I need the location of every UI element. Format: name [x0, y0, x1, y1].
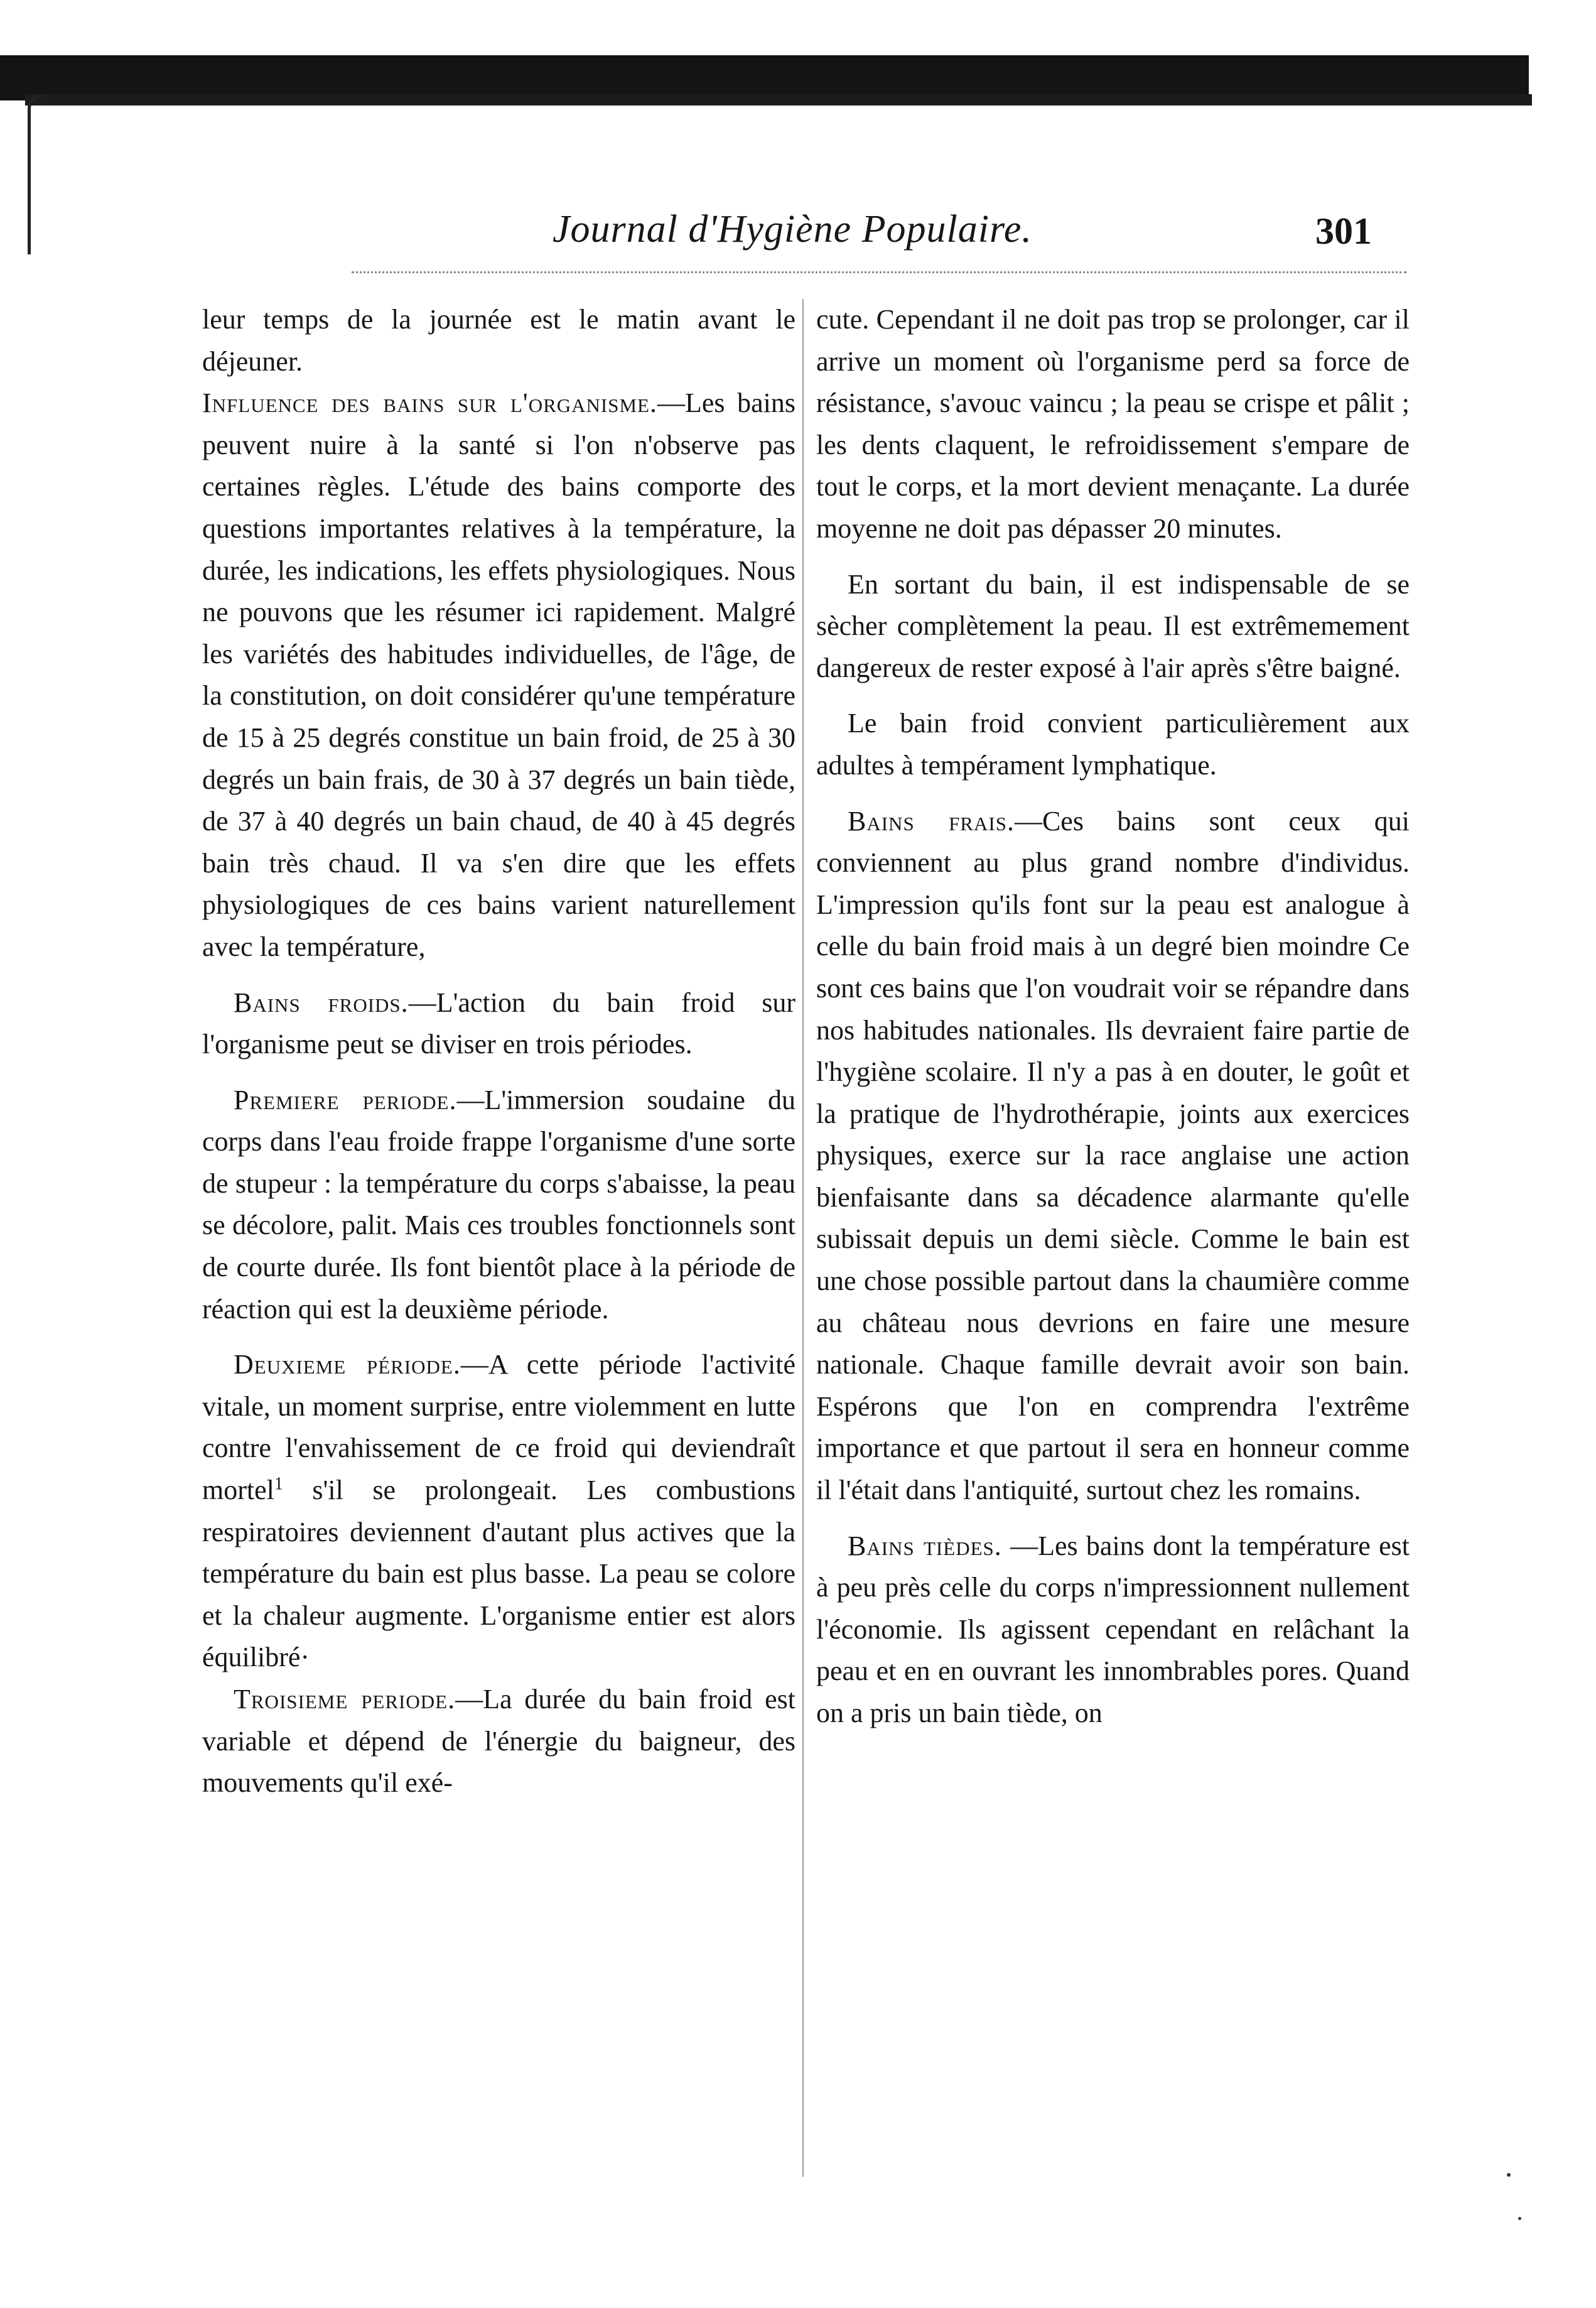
- paragraph: [202, 1679, 795, 1804]
- paragraph: En sortant du bain, il est indispensable de se sècher complètement la peau. Il est extrêmemement dangereux de rester exposé à l'air après s'être baigné.: [816, 568, 1410, 683]
- running-header: [0, 207, 1596, 270]
- section-heading: Troisieme periode.: [234, 1684, 456, 1715]
- paragraph-text: —Ces bains sont ceux qui conviennent au plus grand nombre d'individus. L'impression qu'ils font sur la peau est analogue à celle du bain froid mais à un degré bien moindre Ce sont ces bains que l'on voudrait voir se répandre dans nos habitudes nationales. Ils devraient faire partie de l'hygiène scolaire. Il n'y a pas à en douter, le goût et la pratique de l'hydrothérapie, joints aux exercices physiques, exerce sur la race anglaise une action bienfaisante dans sa décadence alarmante qu'elle subissait depuis un demi siècle. Comme le bain est une chose possible partout dans la chaumière comme au château nous devrions en faire une mesure nationale. Chaque famille devrait avoir son bain. Espérons que l'on en comprendra l'extrême importance et que partout il sera en honneur comme il l'était dans l'antiquité, surtout chez les romains.: [816, 805, 1410, 1506]
- paragraph-text: —Les bains peuvent nuire à la santé si l'on n'observe pas certaines règles. L'étude des bains comporte des questions importantes relatives à la température, la durée, les indications, les effets physiologiques. Nous ne pouvons que les résumer ici rapidement. Malgré les variétés des habitudes individuelles, de l'âge, de la constitution, on doit considérer qu'une température de 15 à 25 degrés constitue un bain froid, de 25 à 30 degrés un bain frais, de 30 à 37 degrés un bain tiède, de 37 à 40 degrés un bain chaud, de 40 à 45 degrés bain très chaud. Il va s'en dire que les effets physiologiques de ces bains varient naturellement avec la température,: [202, 387, 796, 962]
- column-divider: [802, 299, 804, 2177]
- paragraph: [202, 982, 795, 1066]
- scan-speck: [1518, 2217, 1521, 2220]
- left-column: [202, 299, 795, 1804]
- section-heading: Bains tièdes.: [848, 1530, 1002, 1561]
- section-heading: Bains froids.: [234, 987, 409, 1018]
- paragraph-text: —A cette période l'activité vitale, un moment surprise, entre violemment en lutte contre l'envahissement de ce froid qui deviendraît mortel: [202, 1349, 795, 1506]
- footnote-marker: 1: [274, 1474, 283, 1494]
- scan-top-bar-edge: [25, 94, 1532, 106]
- paragraph: [202, 1344, 795, 1679]
- paragraph-text: —L'immersion soudaine du corps dans l'eau froide frappe l'organisme d'une sorte de stupeur : la température du corps s'abaisse, la peau se décolore, palit. Mais ces troubles fonctionnels sont de courte durée. Ils font bientôt place à la période de réaction qui est la deuxième période.: [202, 1084, 795, 1325]
- right-column: [816, 299, 1410, 1735]
- paragraph-text: s'il se prolongeait. Les combustions respiratoires deviennent d'autant plus actives que la température du bain est plus basse. La peau se colore et la chaleur augmente. L'organisme entier est alors équilibré·: [202, 1475, 795, 1673]
- page-number: 301: [1315, 210, 1372, 252]
- scan-speck: [1507, 2173, 1511, 2177]
- paragraph: [816, 801, 1410, 1512]
- paragraph-text: —L'action du bain froid sur l'organisme peut se diviser en trois périodes.: [202, 987, 795, 1060]
- paragraph-text: —Les bains dont la température est à peu près celle du corps n'impressionnent nullement l'économie. Ils agissent cependant en relâchant la peau et en en ouvrant les innombrables pores. Quand on a pris un bain tiède, on: [816, 1530, 1410, 1728]
- paragraph: [816, 1525, 1410, 1735]
- section-heading: Premiere periode.: [234, 1084, 457, 1115]
- journal-title: Journal d'Hygiène Populaire.: [553, 208, 1032, 251]
- paragraph-text: —La durée du bain froid est variable et dépend de l'énergie du baigneur, des mouvements qu'il exé-: [202, 1684, 796, 1799]
- paragraph: cute. Cependant il ne doit pas trop se prolonger, car il arrive un moment où l'organisme perd sa force de résistance, s'avouc vaincu ; la peau se crispe et pâlit ; les dents claquent, le refroidissement s'empare de tout le corps, et la mort devient menaçante. La durée moyenne ne doit pas dépasser 20 minutes.: [816, 304, 1410, 544]
- paragraph: Le bain froid convient particulièrement aux adultes à tempérament lymphatique.: [816, 708, 1410, 781]
- section-heading: Deuxieme période.: [234, 1349, 461, 1380]
- section-heading: Bains frais.: [848, 805, 1015, 837]
- paragraph: [202, 382, 795, 968]
- header-rule: [352, 271, 1406, 273]
- paragraph: [202, 1080, 795, 1331]
- paragraph: leur temps de la journée est le matin avant le déjeuner.: [202, 304, 795, 377]
- section-heading: Influence des bains sur l'organisme.: [202, 387, 657, 419]
